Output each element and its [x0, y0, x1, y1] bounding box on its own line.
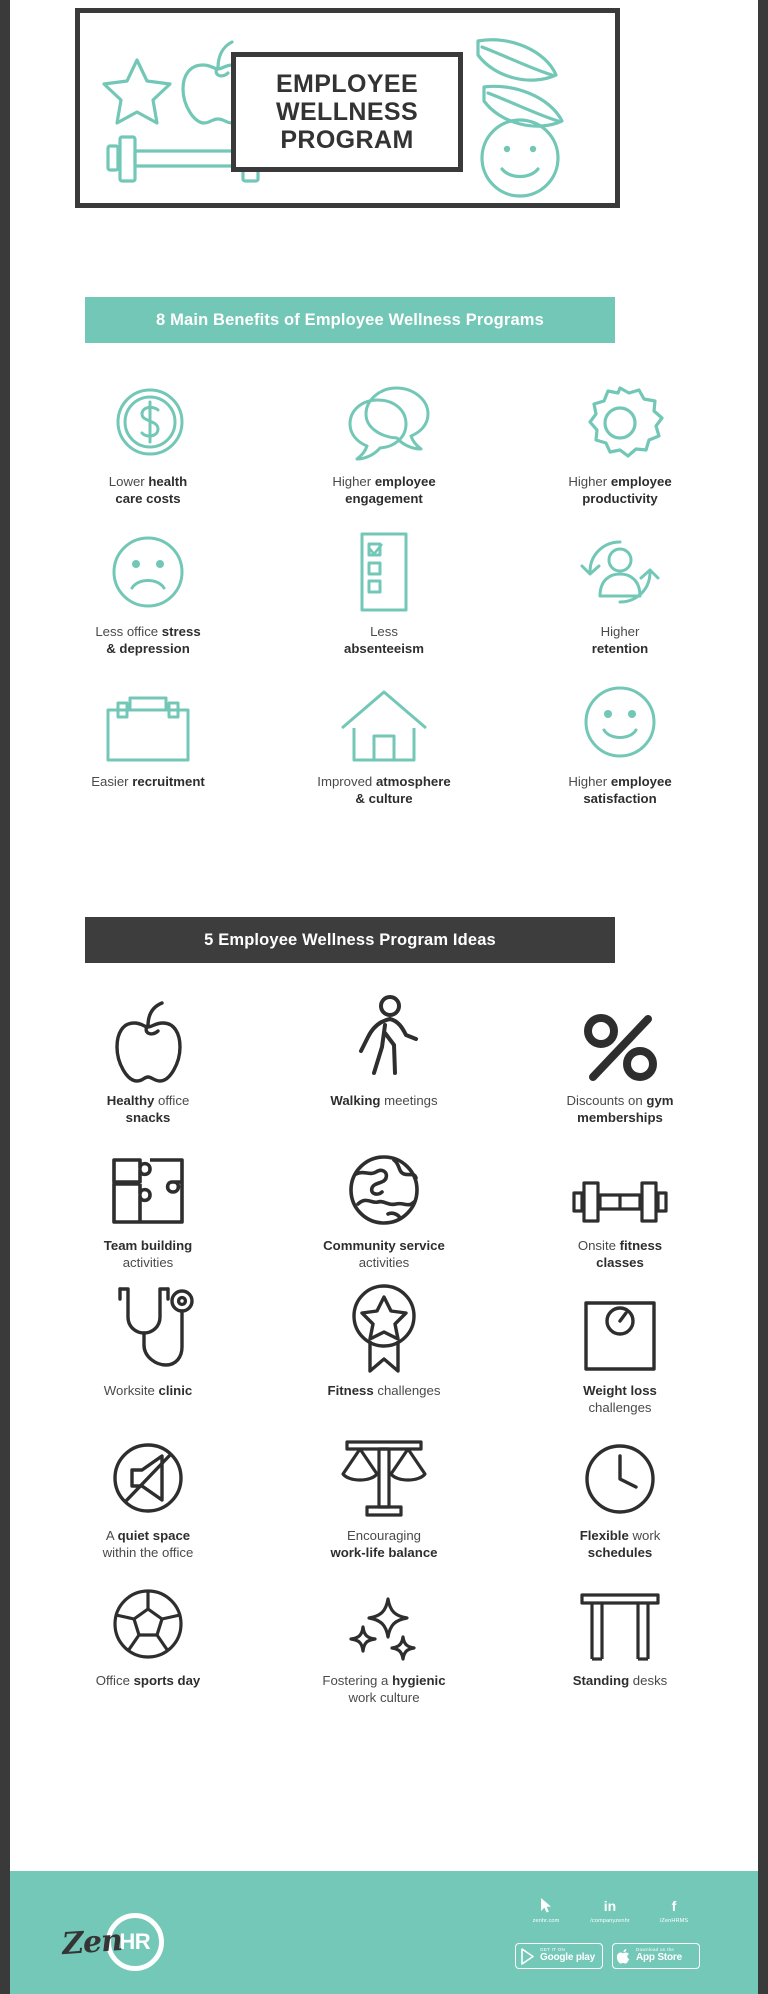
idea-label-bold2: work-life balance [330, 1545, 438, 1561]
sad-face-icon [106, 522, 190, 614]
idea-label-post: A [105, 1528, 118, 1543]
social-links [515, 1897, 705, 1924]
idea-label-post: desks [629, 1673, 668, 1688]
idea-label-bold: Walking [330, 1093, 381, 1108]
benefit-label-bold2: & culture [355, 791, 413, 807]
facebook-icon: f [671, 1897, 677, 1914]
app-store-text [636, 1948, 682, 1963]
benefit-item [30, 522, 266, 672]
benefits-banner-label: 8 Main Benefits of Employee Wellness Programs [156, 310, 544, 329]
cursor-icon [541, 1897, 552, 1914]
header-banner [75, 8, 620, 208]
benefit-label [109, 473, 187, 508]
logo-zen-text: Zen [60, 1922, 123, 1962]
idea-label [322, 1672, 445, 1707]
idea-label [104, 1237, 192, 1272]
social-label-facebook: /ZenHRMS [659, 1918, 689, 1924]
globe-icon [344, 1135, 424, 1230]
benefit-label [568, 773, 671, 808]
idea-label-bold2: memberships [577, 1110, 663, 1126]
footer [10, 1871, 758, 1994]
apple-icon [618, 1949, 631, 1964]
social-link-website[interactable] [515, 1897, 577, 1924]
soccer-ball-icon [107, 1570, 189, 1665]
benefit-label-pre: Higher [568, 774, 611, 789]
header-title-line-3: PROGRAM [280, 126, 414, 154]
app-store-badges [515, 1943, 700, 1969]
speech-bubbles-icon [338, 372, 430, 464]
idea-item [266, 1425, 502, 1570]
balance-scale-icon [339, 1425, 429, 1520]
idea-label-post: work [628, 1528, 661, 1543]
google-play-top: GET IT ON [540, 1947, 566, 1953]
idea-label [583, 1382, 657, 1417]
idea-label-post2: work culture [348, 1690, 420, 1706]
idea-item [30, 1425, 266, 1570]
benefit-item [266, 372, 502, 522]
benefit-label [91, 773, 205, 790]
social-link-linkedin[interactable] [579, 1897, 641, 1924]
idea-item [266, 990, 502, 1135]
idea-label-bold2: snacks [125, 1110, 171, 1126]
benefit-label-bold: health [148, 474, 188, 489]
idea-label-bold: fitness [619, 1238, 663, 1253]
puzzle-icon [106, 1135, 190, 1230]
idea-item [30, 990, 266, 1135]
idea-label-post: Worksite [103, 1383, 159, 1398]
idea-label-bold: sports day [133, 1673, 201, 1688]
benefits-grid [30, 372, 738, 822]
retention-user-icon [578, 522, 662, 614]
benefit-label-bold: stress [161, 624, 201, 639]
benefit-label-pre: Less [370, 624, 398, 639]
happy-face-icon [578, 672, 662, 764]
header-title-line-1: EMPLOYEE [275, 70, 419, 98]
header-title-plate [231, 52, 463, 172]
ideas-grid [30, 990, 738, 1715]
dumbbell-dark-icon [571, 1135, 669, 1230]
benefit-label [592, 623, 648, 658]
walking-person-icon [348, 990, 420, 1085]
benefit-item [502, 672, 738, 822]
idea-label-post: Onsite [577, 1238, 620, 1253]
sparkles-icon [341, 1570, 427, 1665]
idea-label-bold: hygienic [392, 1673, 446, 1688]
benefit-item [502, 522, 738, 672]
social-label-linkedin: /companyzenhr [590, 1918, 630, 1924]
benefit-item [266, 672, 502, 822]
weight-scale-icon [580, 1280, 660, 1375]
benefit-label-pre: Higher [600, 624, 640, 639]
idea-label [107, 1092, 190, 1127]
benefits-section-banner [85, 297, 615, 343]
linkedin-icon: in [603, 1897, 617, 1914]
social-link-facebook[interactable] [643, 1897, 705, 1924]
idea-label-post: Encouraging [346, 1528, 422, 1543]
idea-label-post: activities [122, 1255, 174, 1271]
dollar-coin-icon [106, 372, 190, 464]
idea-label-bold: quiet space [117, 1528, 191, 1543]
benefit-label-bold2: retention [591, 641, 649, 657]
idea-label-post: Discounts on [566, 1093, 647, 1108]
benefit-label-bold2: absenteeism [344, 641, 424, 657]
benefit-item [502, 372, 738, 522]
standing-desk-icon [578, 1570, 662, 1665]
idea-label-bold: Weight loss [583, 1383, 657, 1398]
idea-label-post: activities [358, 1255, 410, 1271]
idea-label-post: Office [95, 1673, 134, 1688]
benefit-label-bold2: engagement [345, 491, 423, 507]
benefit-label-bold: employee [610, 474, 672, 489]
infographic-sheet [10, 0, 758, 1994]
idea-label-bold: Community service [323, 1238, 445, 1253]
idea-label-post: office [154, 1093, 190, 1108]
benefit-item [30, 372, 266, 522]
app-store-top: Download on the [636, 1947, 675, 1953]
benefit-item [30, 672, 266, 822]
idea-label-bold: Flexible [579, 1528, 629, 1543]
idea-label-bold: gym [646, 1093, 674, 1108]
idea-label-bold2: schedules [587, 1545, 653, 1561]
ideas-section-banner [85, 917, 615, 963]
google-play-text [540, 1948, 595, 1963]
idea-item [30, 1135, 266, 1280]
gear-icon [577, 372, 663, 464]
idea-label [330, 1092, 437, 1109]
idea-item [502, 1280, 738, 1425]
benefit-item [266, 522, 502, 672]
idea-item [266, 1280, 502, 1425]
idea-label-post: meetings [380, 1093, 438, 1108]
idea-label [573, 1672, 668, 1689]
idea-label [330, 1527, 437, 1562]
benefit-label-pre: Higher [332, 474, 375, 489]
idea-label-post: Fostering a [322, 1673, 393, 1688]
app-store-name: App Store [636, 1952, 682, 1964]
idea-label-bold: clinic [158, 1383, 193, 1398]
idea-label-bold: Team building [103, 1238, 193, 1253]
benefit-label-bold: employee [610, 774, 672, 789]
apple-outline-icon [110, 990, 186, 1085]
idea-label [580, 1527, 661, 1562]
idea-item [266, 1135, 502, 1280]
percent-icon [580, 990, 660, 1085]
benefit-label [332, 473, 435, 508]
idea-label-bold: Fitness [327, 1383, 374, 1398]
benefit-label-bold2: & depression [106, 641, 190, 657]
benefit-label-pre: Improved [317, 774, 376, 789]
benefit-label-bold2: productivity [582, 491, 658, 507]
idea-label [328, 1382, 441, 1399]
idea-label [96, 1672, 201, 1689]
benefit-label-bold2: care costs [115, 491, 181, 507]
benefit-label-bold: atmosphere [375, 774, 451, 789]
benefit-label-bold: recruitment [132, 774, 205, 789]
ideas-banner-label: 5 Employee Wellness Program Ideas [204, 930, 496, 949]
google-play-icon [521, 1949, 535, 1964]
idea-label [104, 1382, 192, 1399]
benefit-label-pre: Less office [95, 624, 162, 639]
benefit-label-pre: Lower [108, 474, 149, 489]
idea-label-post2: within the office [102, 1545, 194, 1561]
stethoscope-icon [110, 1280, 186, 1375]
idea-item [30, 1570, 266, 1715]
benefit-label-pre: Higher [568, 474, 611, 489]
google-play-name: Google play [540, 1952, 596, 1964]
house-icon [338, 672, 430, 764]
idea-label [578, 1237, 662, 1272]
zenhr-logo[interactable] [62, 1913, 164, 1971]
google-play-badge[interactable] [515, 1943, 603, 1969]
benefit-label-bold2: satisfaction [583, 791, 657, 807]
idea-label-bold2: classes [596, 1255, 644, 1271]
idea-label-post: challenges [588, 1400, 652, 1416]
app-store-badge[interactable] [612, 1943, 700, 1969]
checklist-icon [352, 522, 416, 614]
idea-label-bold: Healthy [106, 1093, 155, 1108]
benefit-label-pre: Easier [91, 774, 133, 789]
logo-hr-text: HR [119, 1929, 151, 1954]
idea-item [502, 1425, 738, 1570]
benefit-label [344, 623, 424, 658]
benefit-label [317, 773, 450, 808]
benefit-label [95, 623, 200, 658]
briefcase-icon [100, 672, 196, 764]
idea-label [323, 1237, 445, 1272]
header-title-line-2: WELLNESS [275, 98, 419, 126]
idea-item [266, 1570, 502, 1715]
idea-item [502, 1570, 738, 1715]
social-label-website: zenhr.com [532, 1918, 560, 1924]
idea-item [502, 990, 738, 1135]
mute-speaker-icon [106, 1425, 190, 1520]
idea-item [502, 1135, 738, 1280]
clock-icon [579, 1425, 661, 1520]
benefit-label [568, 473, 671, 508]
idea-label-bold: Standing [572, 1673, 630, 1688]
idea-label-post: challenges [373, 1383, 441, 1398]
idea-label [566, 1092, 673, 1127]
idea-item [30, 1280, 266, 1425]
idea-label [103, 1527, 194, 1562]
medal-star-icon [348, 1280, 420, 1375]
benefit-label-bold: employee [374, 474, 436, 489]
